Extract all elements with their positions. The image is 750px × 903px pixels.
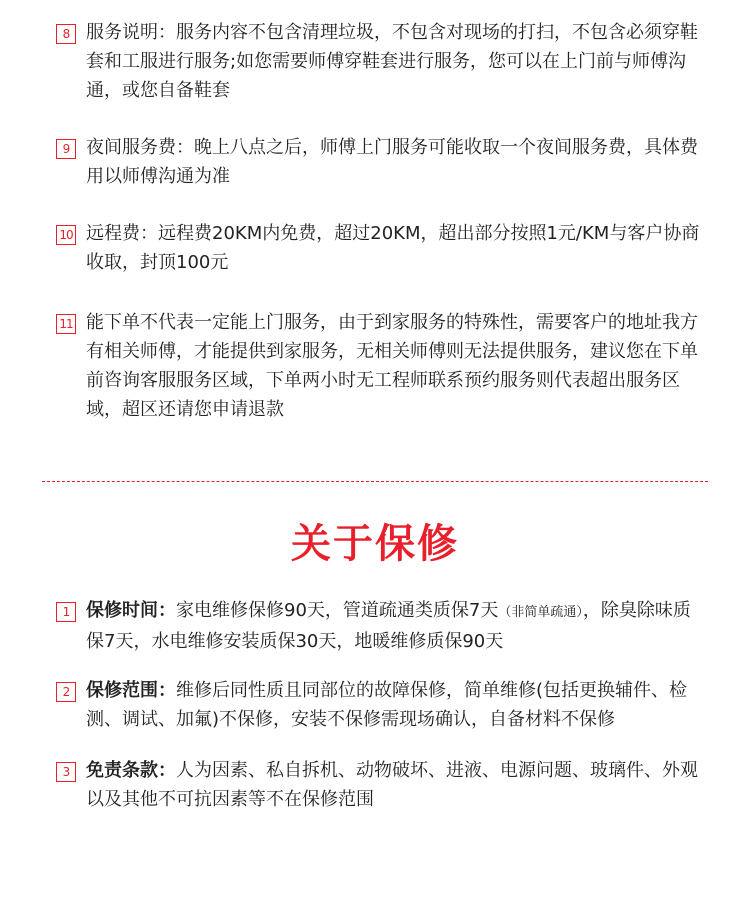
- warranty-text-part: 人为因素、私自拆机、动物破坏、进液、电源问题、玻璃件、外观以及其他不可抗因素等不在保修范围: [86, 760, 698, 810]
- dashed-divider: [42, 481, 708, 482]
- note-item-9: [56, 133, 706, 191]
- note-text: 服务说明：服务内容不包含清理垃圾，不包含对现场的打扫，不包含必须穿鞋套和工服进行服务;如您需要师傅穿鞋套进行服务，您可以在上门前与师傅沟通，或您自备鞋套: [86, 22, 698, 101]
- warranty-text-part: ，除臭除味质保7天，水电维修安装质保30天，地暖维修质保90天: [86, 600, 691, 652]
- item-number-badge: 2: [56, 682, 76, 702]
- item-number-badge: 11: [56, 314, 76, 334]
- item-number-badge: 1: [56, 602, 76, 622]
- warranty-item-2: [56, 676, 706, 734]
- warranty-label: 保修范围：: [86, 680, 176, 701]
- warranty-label: 保修时间：: [86, 600, 176, 621]
- warranty-text-part: 维修后同性质且同部位的故障保修，简单维修(包括更换辅件、检测、调试、加氟)不保修，安装不保修需现场确认，自备材料不保修: [86, 680, 688, 730]
- warranty-text: [86, 596, 706, 656]
- note-text: 夜间服务费：晚上八点之后，师傅上门服务可能收取一个夜间服务费，具体费用以师傅沟通为准: [86, 137, 698, 187]
- item-number-badge: 9: [56, 139, 76, 159]
- warranty-note-small: （非简单疏通）: [498, 605, 583, 620]
- warranty-item-3: [56, 756, 706, 814]
- section-heading: 关于保修: [291, 521, 459, 567]
- note-text: 能下单不代表一定能上门服务，由于到家服务的特殊性，需要客户的地址我方有相关师傅，才能提供到家服务，无相关师傅则无法提供服务，建议您在下单前咨询客服服务区域，下单两小时无工程师联系预约服务则代表超出服务区域，超区还请您申请退款: [86, 312, 698, 420]
- note-text: 远程费：远程费20KM内免费，超过20KM，超出部分按照1元/KM与客户协商收取，封顶100元: [86, 223, 700, 273]
- warranty-item-1: [56, 596, 706, 656]
- warranty-text: [86, 756, 706, 814]
- warranty-text: [86, 676, 706, 734]
- note-item-10: [56, 219, 706, 277]
- warranty-text-part: 家电维修保修90天，管道疏通类质保7天: [176, 600, 499, 621]
- item-number-badge: 10: [56, 225, 76, 245]
- note-item-11: [56, 308, 706, 424]
- warranty-label: 免责条款：: [86, 760, 176, 781]
- item-number-badge: 3: [56, 762, 76, 782]
- note-item-8: [56, 18, 706, 105]
- item-number-badge: 8: [56, 24, 76, 44]
